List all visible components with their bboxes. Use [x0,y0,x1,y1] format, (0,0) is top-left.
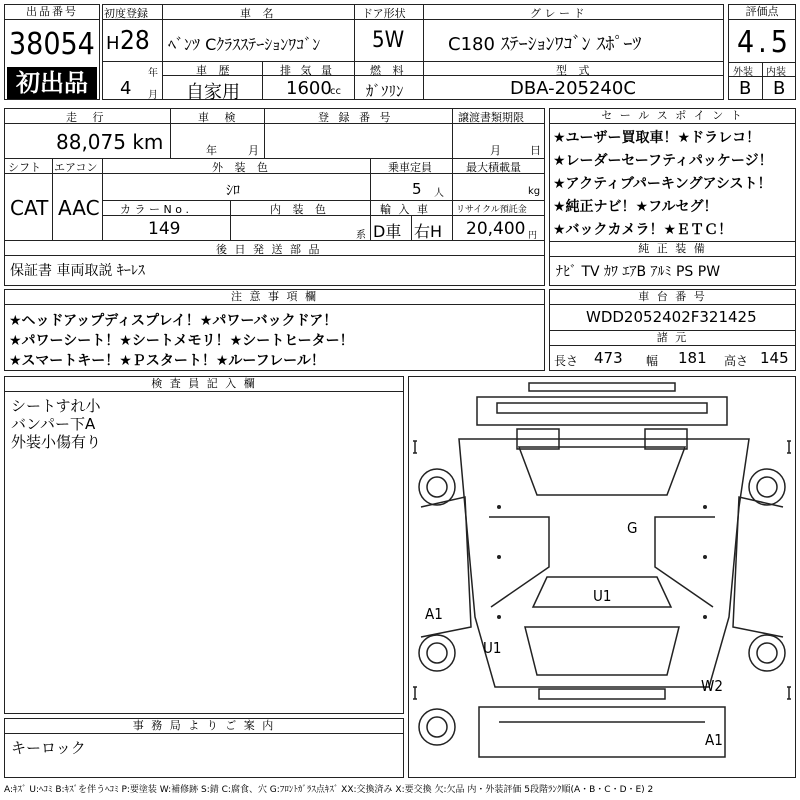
capacity-unit: 人 [434,188,444,199]
sales-line: ★純正ナビ！★フルセグ！ [553,199,718,215]
width-value: 181 [678,349,707,367]
chassis-label: 車 台 番 号 [550,290,795,305]
ac: AAC [58,196,100,220]
displacement-label: 排 気 量 [280,64,335,77]
steering-side: 右H [414,222,443,241]
model-label: 型 式 [556,64,594,77]
fuel-label: 燃 料 [370,64,408,77]
exterior-label: 外装 [733,67,753,78]
rating-value: 4.5 [737,25,792,60]
office-box [4,718,404,778]
sales-line: ★ユーザー買取車！★ドラレコ！ [553,130,761,146]
inspector-line: 外装小傷有り [11,433,102,451]
first-listing-badge [7,67,97,99]
inspector-box [4,376,404,714]
transfer-month: 月 [490,144,501,157]
damage-mark: A1 [425,605,443,623]
reg-year: 28 [120,26,150,56]
color-no-label: カ ラ ー N o . [120,203,189,216]
equipment: ﾅﾋﾞ TV ｶﾜ ｴｱB ｱﾙﾐ PS PW [556,264,721,280]
sales-line: ★アクティブパーキングアシスト！ [553,176,772,192]
reg-year-unit: 年 [148,68,158,79]
exterior-grade: B [739,78,752,99]
length-label: 長さ [554,354,579,368]
inspection-label: 車 検 [198,111,242,124]
mileage-label: 走 行 [66,111,110,124]
ext-color-label: 外 装 色 [212,161,272,174]
model: DBA-205240C [510,78,636,99]
interior-label: 内装 [766,67,786,78]
width-label: 幅 [646,354,659,368]
damage-mark: W2 [701,677,723,695]
sales-label: セ ー ル ス ポ イ ン ト [550,109,795,124]
rating-label: 評価点 [729,5,795,20]
displacement: 1600 [286,78,332,99]
capacity: 5 [412,180,422,198]
lot-number-box [4,4,100,100]
transfer-day: 日 [530,144,541,157]
max-load-label: 最大積載量 [466,161,521,174]
ext-color: ｼﾛ [226,183,240,199]
chassis-box [549,289,796,371]
sales-line: ★レーダーセーフティパッケージ！ [553,153,773,169]
car-outline-svg [409,377,795,777]
inspector-line: バンパー下A [11,415,96,433]
import-label: 輸 入 車 [380,203,430,216]
notes-line: ★スマートキー！★Ｐスタート！★ルーフレール！ [9,353,325,369]
first-reg-label: 初度登録 [104,7,148,20]
transfer-label: 譲渡書類期限 [458,111,524,124]
displacement-unit: cc [330,86,341,97]
length-value: 473 [594,349,623,367]
car-name: ﾍﾞﾝﾂ Cｸﾗｽｽﾃｰｼｮﾝﾜｺﾞﾝ [168,35,321,54]
lot-number: 38054 [9,27,95,62]
era: H [106,33,120,54]
inspector-line: シートすれ小 [11,397,101,415]
first-listing-text: 初出品 [16,69,88,97]
inspector-label: 検 査 員 記 入 欄 [5,377,403,392]
equipment-label: 純 正 装 備 [550,242,795,257]
car-diagram [408,376,796,778]
notes-box [4,289,545,371]
max-load-unit: kg [528,186,541,197]
sales-line: ★バックカメラ！★ＥＴＣ！ [553,222,733,238]
later-parts-label: 後 日 発 送 部 品 [216,243,322,256]
lot-label: 出品番号 [5,5,99,20]
inspection-month: 月 [248,144,259,157]
fuel: ｶﾞｿﾘﾝ [366,82,404,100]
inspection-year: 年 [206,144,217,157]
chassis-number: WDD2052402F321425 [586,308,757,326]
history-label: 車 歴 [196,64,234,77]
reg-month: 4 [120,78,132,99]
ac-label: エアコン [54,161,98,174]
shift: CAT [10,196,49,220]
damage-mark: A1 [705,731,723,749]
color-no: 149 [148,219,181,239]
recycle-amount: 20,400 [466,219,526,239]
rating-box [728,4,796,100]
shift-label: シフト [8,161,41,174]
interior-grade: B [773,78,786,99]
notes-line: ★パワーシート！★シートメモリ！★シートヒーター！ [9,333,354,349]
legend-text: A:ｷｽﾞ U:ﾍｺﾐ B:ｷｽﾞを伴うﾍｺﾐ P:要塗装 W:補修跡 S:錆 C:腐食、穴 G:ﾌﾛﾝﾄｶﾞﾗｽ点ｷｽﾞ XX:交換済み X:要交換 欠:欠品 内・外装評価 5段階ﾗﾝｸ順(A・B・C・D・E) 2 [4,785,654,795]
notes-label: 注 意 事 項 欄 [5,290,544,305]
later-parts: 保証書 車両取説 ｷｰﾚｽ [10,263,145,279]
damage-mark: G [627,519,638,537]
notes-line: ★ヘッドアップディスプレイ！★パワーバックドア！ [9,313,338,329]
door-label: ドア形状 [362,7,406,20]
registration-label: 登 録 番 号 [318,111,394,124]
int-color-label: 内 装 色 [270,203,330,216]
car-name-label: 車 名 [240,7,278,20]
office-label: 事 務 局 よ り ご 案 内 [5,719,403,734]
dims-label: 諸 元 [550,331,795,346]
recycle-label: リサイクル預託金 [456,205,527,215]
door-type: 5W [372,28,405,53]
history: 自家用 [186,82,240,103]
grade-label: グ レ ー ド [530,7,585,20]
capacity-label: 乗車定員 [388,161,432,174]
height-label: 高さ [724,354,749,368]
recycle-unit: 円 [528,231,538,241]
mileage: 88,075 km [56,130,164,154]
int-color-suffix: 系 [356,230,366,241]
height-value: 145 [760,349,789,367]
sales-points-box [549,108,796,286]
dealer-type: D車 [373,222,402,241]
reg-month-unit: 月 [148,90,158,101]
grade: C180 ｽﾃｰｼｮﾝﾜｺﾞﾝ ｽﾎﾟｰﾂ [448,34,642,55]
damage-mark: U1 [483,639,502,657]
office-text: キーロック [11,739,86,757]
damage-mark: U1 [593,587,612,605]
